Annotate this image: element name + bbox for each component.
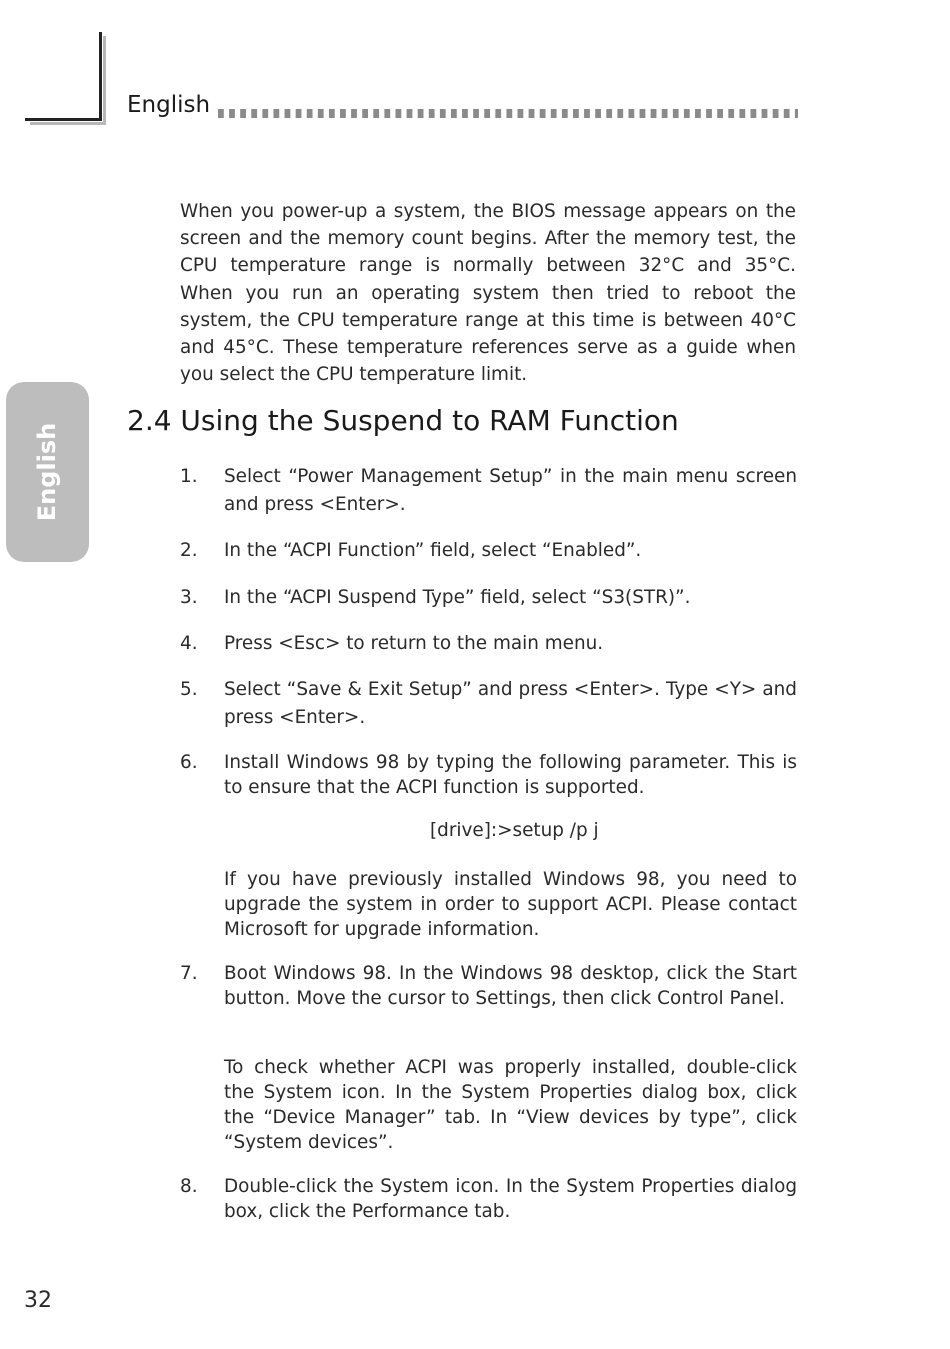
setup-command: [drive]:>setup /p j [430,820,599,841]
header-dotted-rule [218,109,798,118]
step-text: In the “ACPI Function” field, select “Enabled”. [224,540,642,561]
step-6-note: If you have previously installed Windows 98, you need to upgrade the system in order to support ACPI. Please contact Microsoft for upgrade information. [224,869,797,940]
step-text: Double-click the System icon. In the System Properties dialog box, click the Performance tab. [224,1176,797,1222]
step-text: In the “ACPI Suspend Type” field, select “S3(STR)”. [224,587,691,608]
step-number: 8. [180,1176,198,1197]
side-language-tab-label: English [33,422,61,522]
header-language-label: English [127,92,211,118]
section-title: 2.4 Using the Suspend to RAM Function [127,404,679,437]
crop-mark-shadow-horizontal [30,122,106,125]
crop-mark-shadow-vertical [103,36,106,125]
step-text: Install Windows 98 by typing the following parameter. This is to ensure that the ACPI function is supported. [224,752,797,798]
step-number: 6. [180,752,198,773]
step-number: 5. [180,679,198,700]
step-text: Boot Windows 98. In the Windows 98 desktop, click the Start button. Move the cursor to Settings, then click Control Panel. [224,963,797,1009]
crop-mark-horizontal [25,118,102,121]
step-number: 7. [180,963,198,984]
step-text: Press <Esc> to return to the main menu. [224,633,604,654]
step-number: 2. [180,540,198,561]
step-number: 4. [180,633,198,654]
step-number: 1. [180,466,198,487]
step-7-note: To check whether ACPI was properly installed, double-click the System icon. In the System Properties dialog box, click the “Device Manager” tab. In “View devices by type”, click “System devices”. [224,1057,797,1153]
page-number: 32 [24,1288,52,1313]
crop-mark-vertical [99,32,102,120]
intro-paragraph: When you power-up a system, the BIOS message appears on the screen and the memory count begins. After the memory test, the CPU temperature range is normally between 32°C and 35°C. When you run an operating system then tried to reboot the system, the CPU temperature range at this time is between 40°C and 45°C. These temperature references serve as a guide when you select the CPU temperature limit. [180,201,796,386]
step-text: Select “Save & Exit Setup” and press <Enter>. Type <Y> and press <Enter>. [224,679,797,728]
step-text: Select “Power Management Setup” in the main menu screen and press <Enter>. [224,466,797,515]
step-number: 3. [180,587,198,608]
